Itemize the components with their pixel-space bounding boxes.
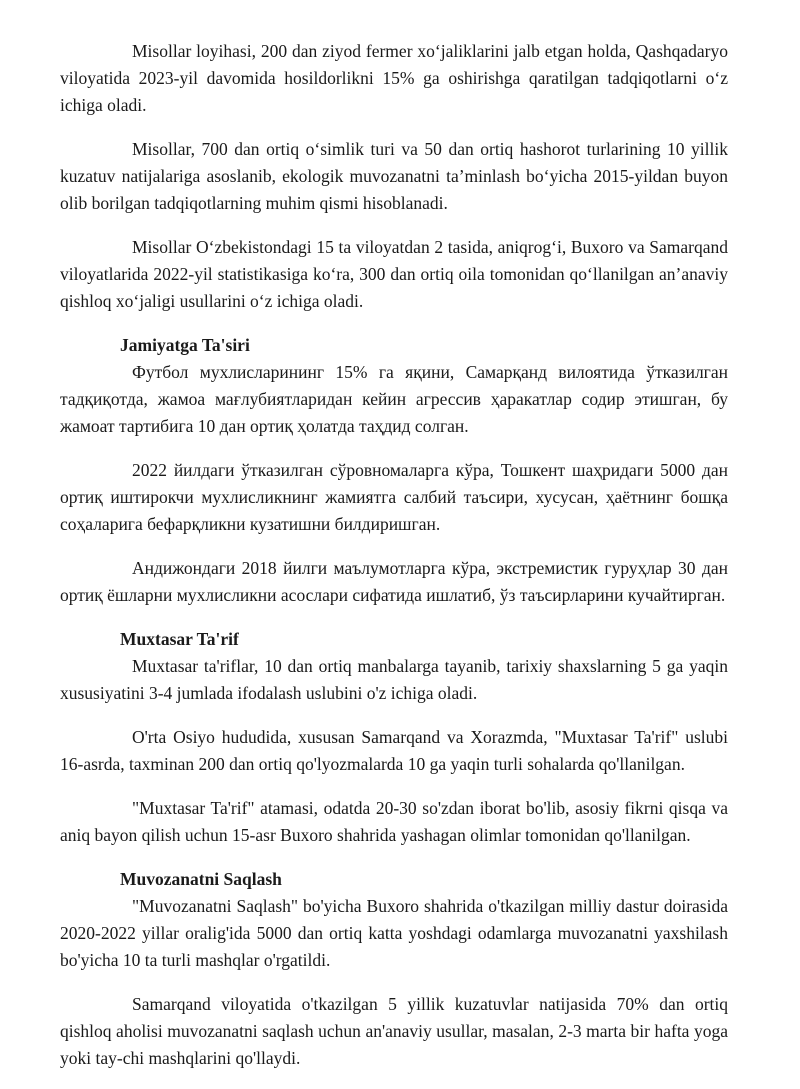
section-heading: Muxtasar Ta'rif xyxy=(120,629,239,649)
intro-paragraph-3: Misollar O‘zbekistondagi 15 ta viloyatdan 2 tasida, aniqrog‘i, Buxoro va Samarqand viloyatlarida 2022-yil statistikasiga ko‘ra, 300 dan ortiq oila tomonidan qo‘llanilgan an’anaviy qishloq xo‘jaligi usullarini o‘z ichiga oladi. xyxy=(60,237,728,311)
section-paragraph: O'rta Osiyo hududida, xususan Samarqand va Xorazmda, "Muxtasar Ta'rif" uslubi 16-asrda, taxminan 200 dan ortiq qo'lyozmalarda 10 ga yaqin turli sohalarda qo'llanilgan. xyxy=(60,727,728,774)
intro-paragraph-2: Misollar, 700 dan ortiq o‘simlik turi va 50 dan ortiq hashorot turlarining 10 yillik kuzatuv natijalariga asoslanib, ekologik muvozanatni ta’minlash bo‘yicha 2015-yildan buyon olib borilgan tadqiqotlarning muhim qismi hisoblanadi. xyxy=(60,139,728,213)
section-muxtasar-tarif xyxy=(60,626,728,849)
section-paragraph: Muxtasar ta'riflar, 10 dan ortiq manbalarga tayanib, tarixiy shaxslarning 5 ga yaqin xususiyatini 3-4 jumlada ifodalash uslubini o'z ichiga oladi. xyxy=(60,656,728,703)
document-page xyxy=(60,38,728,1089)
intro-paragraph-1: Misollar loyihasi, 200 dan ziyod fermer xo‘jaliklarini jalb etgan holda, Qashqadaryo viloyatida 2023-yil davomida hosildorlikni 15% ga oshirishga qaratilgan tadqiqotlarni o‘z ichiga oladi. xyxy=(60,41,728,115)
section-heading: Jamiyatga Ta'siri xyxy=(120,335,250,355)
section-paragraph: "Muxtasar Ta'rif" atamasi, odatda 20-30 so'zdan iborat bo'lib, asosiy fikrni qisqa va aniq bayon qilish uchun 15-asr Buxoro shahrida yashagan olimlar tomonidan qo'llanilgan. xyxy=(60,798,728,845)
section-jamiyatga-tasiri xyxy=(60,332,728,609)
section-paragraph: 2022 йилдаги ўтказилган сўровномаларга кўра, Тошкент шаҳридаги 5000 дан ортиқ иштирокчи мухлисликнинг жамиятга салбий таъсири, хусусан, ҳаётнинг бошқа соҳаларига бефарқликни кузатишни билдиришган. xyxy=(60,460,728,534)
section-paragraph: Футбол мухлисларининг 15% га яқини, Самарқанд вилоятида ўтказилган тадқиқотда, жамоа мағлубиятларидан кейин агрессив ҳаракатлар содир этишган, бу жамоат тартибига 10 дан ортиқ ҳолатда таҳдид солган. xyxy=(60,362,728,436)
section-paragraph: Андижондаги 2018 йилги маълумотларга кўра, экстремистик гуруҳлар 30 дан ортиқ ёшларни мухлисликни асослари сифатида ишлатиб, ўз таъсирларини кучайтирган. xyxy=(60,558,728,605)
section-heading: Muvozanatni Saqlash xyxy=(120,869,282,889)
section-paragraph: Samarqand viloyatida o'tkazilgan 5 yillik kuzatuvlar natijasida 70% dan ortiq qishloq aholisi muvozanatni saqlash uchun an'anaviy usullar, masalan, 2-3 marta bir hafta yoga yoki tay-chi mashqlarini qo'llaydi. xyxy=(60,994,728,1068)
section-muvozanatni-saqlash xyxy=(60,866,728,1072)
section-paragraph: "Muvozanatni Saqlash" bo'yicha Buxoro shahrida o'tkazilgan milliy dastur doirasida 2020-2022 yillar oralig'ida 5000 dan ortiq katta yoshdagi odamlarga muvozanatni yaxshilash bo'yicha 10 ta turli mashqlar o'rgatildi. xyxy=(60,896,728,970)
